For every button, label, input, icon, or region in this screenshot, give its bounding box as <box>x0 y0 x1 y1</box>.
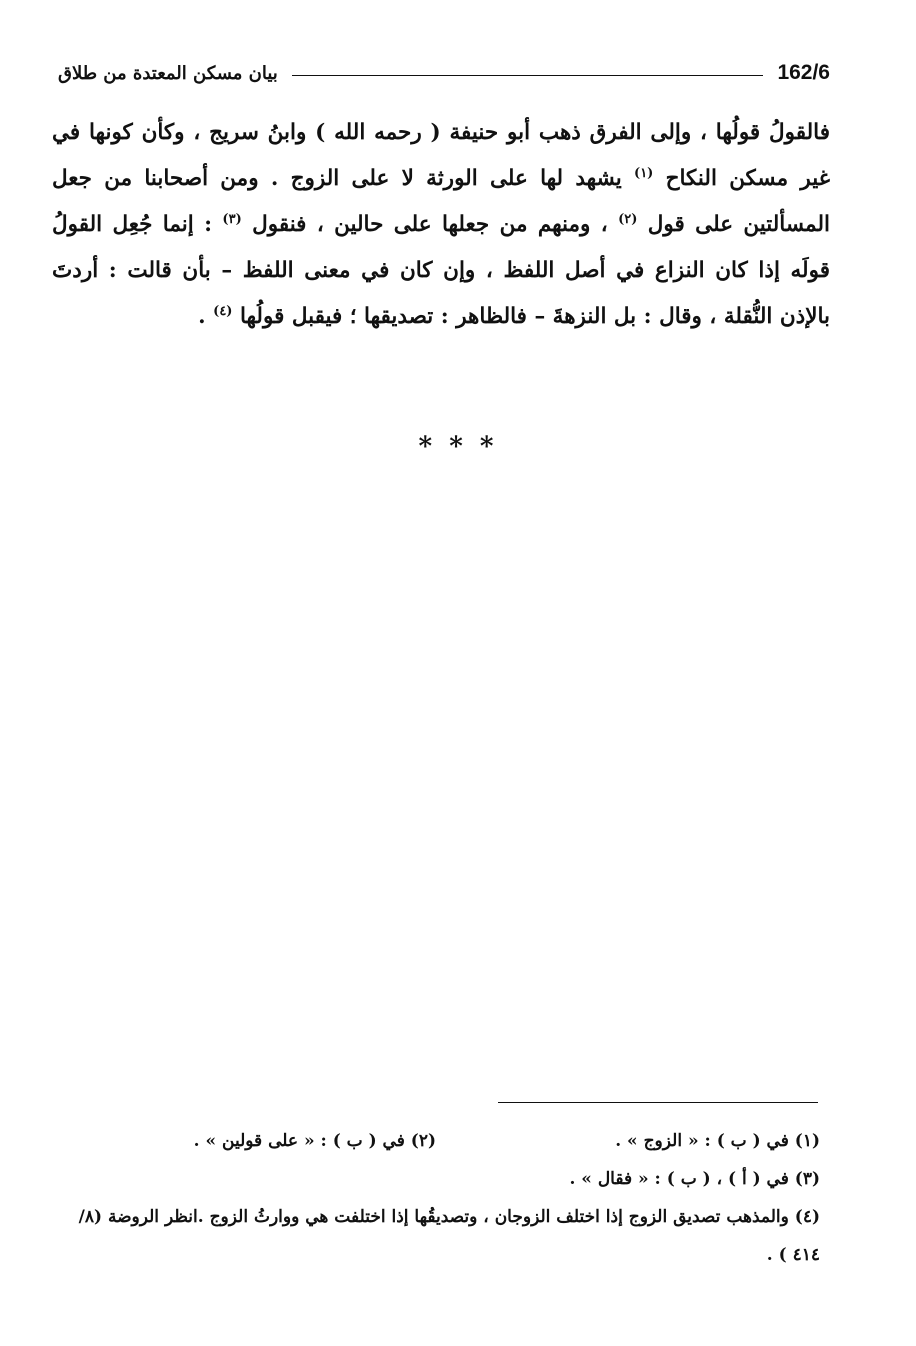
text-line: قولَه إذا كان النزاع في أصل اللفظ ، وإن كان في معنى اللفظ – بأن قالت : أردتَ <box>52 258 830 283</box>
footnote-4-continued: ٤١٤ ) . <box>766 1245 820 1265</box>
footnote-marker: (٤) <box>213 304 233 319</box>
footnote-marker: (٣) <box>222 212 242 227</box>
footnote-1: (١) في ( ب ) : « الزوج » . <box>615 1131 820 1151</box>
footnote-2: (٢) في ( ب ) : « على قولين » . <box>193 1131 436 1151</box>
footnote-row <box>52 1160 820 1198</box>
footnotes <box>52 1122 820 1274</box>
text-line: بالإذن النُّقلة ، وقال : بل النزهةَ – فالظاهر : تصديقها ؛ فيقبل قولُها $^{(٤)}$ . <box>198 304 830 329</box>
footnote-rule <box>498 1102 818 1103</box>
page-number: 162/6 <box>777 61 830 84</box>
text-line: غير مسكن النكاح $^{(١)}$ يشهد لها على الورثة لا على الزوج . ومن أصحابنا من جعل <box>52 166 830 191</box>
header-rule <box>292 75 764 76</box>
footnote-row <box>52 1122 820 1160</box>
chapter-title: بيان مسكن المعتدة من طلاق <box>58 62 278 84</box>
footnote-marker: (١) <box>634 166 654 181</box>
running-header <box>58 56 830 90</box>
footnote-4: (٤) والمذهب تصديق الزوج إذا اختلف الزوجان ، وتصديقُها إذا اختلفت هي ووارثُ الزوج .انظر الروضة (٨/ <box>78 1207 820 1227</box>
text-line: المسألتين على قول $^{(٢)}$ ، ومنهم من جعلها على حالين ، فنقول $^{(٣)}$ : إنما جُعِل القولُ <box>52 212 830 237</box>
text-line: فالقولُ قولُها ، وإلى الفرق ذهب أبو حنيفة ( رحمه الله ) وابنُ سريج ، وكأن كونها في <box>52 120 830 145</box>
footnote-marker: (٢) <box>618 212 638 227</box>
section-separator: * * * <box>418 432 498 462</box>
main-text <box>52 110 830 340</box>
footnote-3: (٣) في ( أ ) ، ( ب ) : « فقال » . <box>569 1169 820 1189</box>
